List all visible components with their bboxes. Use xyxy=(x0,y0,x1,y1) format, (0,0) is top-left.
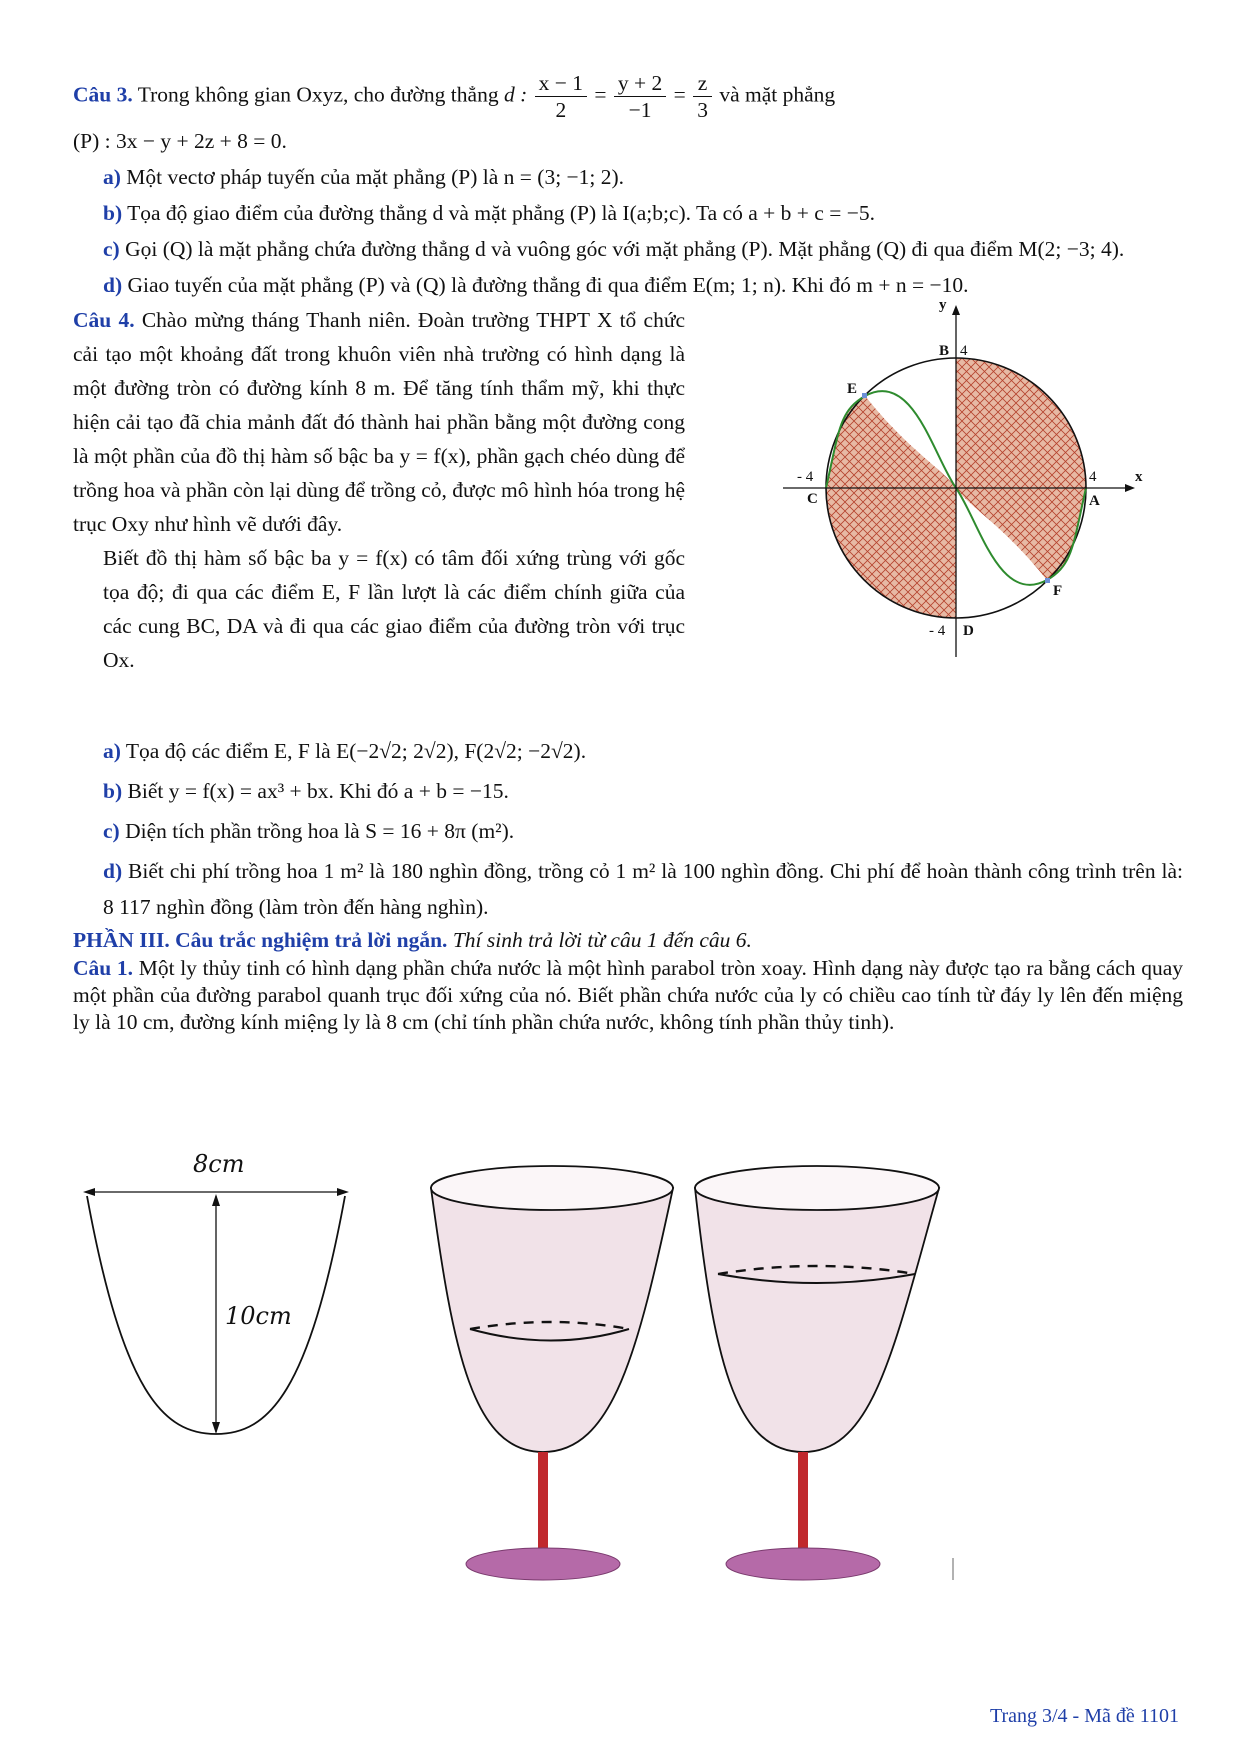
point-C-label: C xyxy=(807,491,818,507)
q3-plane: (P) : 3x − y + 2z + 8 = 0. xyxy=(73,129,287,153)
q4-item-b: b) Biết y = f(x) = ax³ + bx. Khi đó a + b = −15. xyxy=(103,779,509,803)
glass-2-stem xyxy=(798,1452,808,1562)
parabola-diagram xyxy=(83,1152,349,1434)
x-axis-label: x xyxy=(1135,469,1143,485)
q4-block xyxy=(73,297,1183,733)
q4-intro: Câu 4. Chào mừng tháng Thanh niên. Đoàn trường THPT X tổ chức cải tạo một khoảng đất trong khuôn viên nhà trường có hình dạng là một đường tròn có đường kính 8 m. Để tăng tính thẩm mỹ, khi thực hiện cải tạo đã chia mảnh đất đó thành hai phần bằng một đường cong là một phần của đồ thị hàm số bậc ba y = f(x), phần gạch chéo dùng để trồng hoa và phần còn lại dùng để trồng cỏ, được mô hình hóa trong hệ trục Oxy như hình vẽ dưới đây. xyxy=(73,308,686,536)
q4-text xyxy=(73,303,685,677)
point-B-value: 4 xyxy=(960,343,968,359)
part3-heading: PHẦN III. Câu trắc nghiệm trả lời ngắn. Thí sinh trả lời từ câu 1 đến câu 6. xyxy=(73,928,752,952)
glass-2-base xyxy=(726,1548,880,1580)
part3-q1: Câu 1. Một ly thủy tinh có hình dạng phần chứa nước là một hình parabol tròn xoay. Hình dạng này được tạo ra bằng cách quay một phần của đường parabol quanh trục đối xứng của nó. Biết phần chứa nước của ly có chiều cao tính từ đáy ly lên đến miệng ly là 10 cm, đường kính miệng ly là 8 cm (chỉ tính phần chứa nước, không tính phần thủy tinh). xyxy=(73,956,1184,1034)
fraction-2: $\frac{y + 2}{-1}$ xyxy=(614,70,666,123)
q3-item-c: c) Gọi (Q) là mặt phẳng chứa đường thẳng d và vuông góc với mặt phẳng (P). Mặt phẳng (Q) đi qua điểm M(2; −3; 4). xyxy=(103,237,1125,261)
q3-item-b: b) Tọa độ giao điểm của đường thẳng d và mặt phẳng (P) là I(a;b;c). Ta có a + b + c = −5. xyxy=(103,201,875,225)
y-axis-arrow xyxy=(952,305,960,315)
glass-figures xyxy=(73,1152,1193,1622)
glass-1-rim xyxy=(431,1166,673,1210)
glass-2-rim xyxy=(695,1166,939,1210)
point-F-marker xyxy=(1045,578,1050,583)
q3-intro-end: và mặt phẳng xyxy=(719,82,836,107)
page-footer: Trang 3/4 - Mã đề 1101 xyxy=(989,1705,1179,1727)
point-B-label: B xyxy=(939,343,950,359)
glass-1-stem xyxy=(538,1452,548,1562)
q4-para2: Biết đồ thị hàm số bậc ba y = f(x) có tâm đối xứng trùng với gốc tọa độ; đi qua các điểm E, F lần lượt là các điểm chính giữa của các cung BC, DA và đi qua các giao điểm của đường tròn với trục Ox. xyxy=(103,546,685,672)
q4-item-a: a) Tọa độ các điểm E, F là E(−2√2; 2√2), F(2√2; −2√2). xyxy=(103,739,587,763)
pos4-x-label: 4 xyxy=(1089,469,1097,485)
q3-intro-text: Trong không gian Oxyz, cho đường thẳng xyxy=(137,82,499,107)
fraction-1: $\frac{x - 1}{2}$ xyxy=(535,70,587,123)
line-d-name: d : xyxy=(503,82,528,107)
q3-item-a: a) Một vectơ pháp tuyến của mặt phẳng (P) là n = (3; −1; 2). xyxy=(103,165,625,189)
q4-item-c: c) Diện tích phần trồng hoa là S = 16 + 8π (m²). xyxy=(103,819,515,843)
glass-1-base xyxy=(466,1548,620,1580)
circle-graph xyxy=(773,295,1143,680)
width-label: 8cm xyxy=(193,1152,245,1178)
neg4-x-label: - 4 xyxy=(797,469,814,485)
glass-figures-svg xyxy=(73,1152,1193,1622)
y-axis-label: y xyxy=(939,297,947,313)
point-A-label: A xyxy=(1089,493,1100,509)
neg4-y-label: - 4 xyxy=(929,623,946,639)
fraction-3: $\frac{z}{3}$ xyxy=(693,70,712,123)
q4-item-d: d) Biết chi phí trồng hoa 1 m² là 180 nghìn đồng, trồng cỏ 1 m² là 100 nghìn đồng. Chi phí để hoàn thành công trình trên là: 8 117 nghìn đồng (làm tròn đến hàng nghìn). xyxy=(103,859,1184,919)
glass-1 xyxy=(431,1166,673,1580)
point-F-label: F xyxy=(1053,583,1063,599)
glass-2 xyxy=(695,1166,939,1580)
x-axis-arrow xyxy=(1125,484,1135,492)
point-E-label: E xyxy=(847,381,858,397)
page-content xyxy=(73,70,1183,1036)
q3-item-d: d) Giao tuyến của mặt phẳng (P) và (Q) là đường thẳng đi qua điểm E(m; 1; n). Khi đó m + n = −10. xyxy=(103,273,969,297)
q3-label: Câu 3. xyxy=(73,82,133,107)
point-E-marker xyxy=(862,393,867,398)
point-D-label: D xyxy=(963,623,974,639)
q3-intro: Câu 3. Trong không gian Oxyz, cho đường thẳng d : $\frac{x - 1}{2}$ = $\frac{y + 2}{-1}$ = $\frac{z}{3}$ và mặt phẳng xyxy=(73,71,836,122)
height-label: 10cm xyxy=(225,1302,292,1330)
